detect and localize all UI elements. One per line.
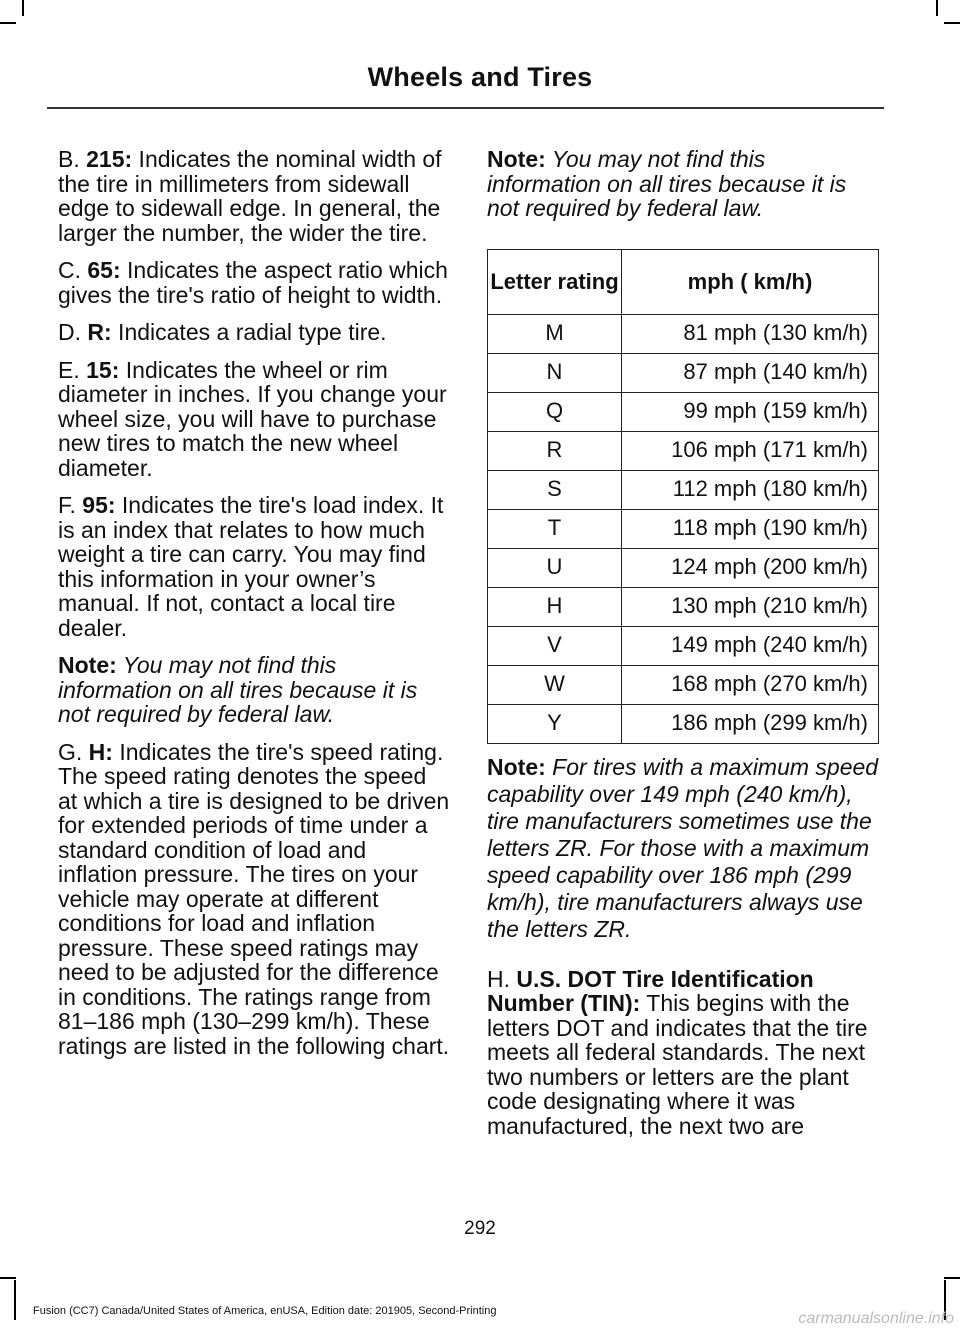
- item-prefix: E.: [58, 356, 80, 383]
- crop-mark: [936, 0, 938, 16]
- letter-cell: M: [488, 314, 622, 353]
- table-row: [488, 392, 879, 431]
- item-prefix: G.: [58, 738, 83, 765]
- table-row: [488, 470, 879, 509]
- speed-cell: 168 mph (270 km/h): [622, 665, 879, 704]
- note-text: You may not find this information on all tires because it is not required by federal law.: [58, 652, 418, 727]
- left-column: [58, 147, 450, 1071]
- note-federal-law: [58, 653, 450, 727]
- crop-mark: [944, 1277, 960, 1279]
- letter-cell: T: [488, 509, 622, 548]
- right-column: [487, 147, 879, 1151]
- speed-cell: 106 mph (171 km/h): [622, 431, 879, 470]
- letter-cell: Q: [488, 392, 622, 431]
- item-prefix: C.: [58, 257, 81, 283]
- column-header-speed: mph ( km/h): [622, 249, 879, 314]
- item-prefix: H.: [487, 965, 510, 992]
- item-text: Indicates the aspect ratio which gives the tire's ratio of height to width.: [58, 257, 448, 308]
- letter-cell: H: [488, 587, 622, 626]
- note-federal-law-top: [487, 147, 879, 221]
- item-label: 95:: [82, 492, 116, 518]
- table-row: [488, 431, 879, 470]
- item-text: Indicates the tire's speed rating. The speed rating denotes the speed at which a tire is designed to be driven for extended periods of time under a standard condition of load and inflation pressure. The tires on your vehicle may operate at different conditions for load and inflation pressure. These speed ratings may need to be adjusted for the difference in conditions. The ratings range from 81–186 mph (130–299 km/h). These ratings are listed in the following chart.: [58, 738, 450, 1059]
- paragraph-h: [487, 967, 879, 1139]
- item-label: H:: [88, 738, 113, 765]
- speed-cell: 118 mph (190 km/h): [622, 509, 879, 548]
- letter-cell: Y: [488, 704, 622, 743]
- table-row: [488, 353, 879, 392]
- note-label: Note:: [58, 652, 117, 678]
- table-row: [488, 665, 879, 704]
- paragraph-g: [58, 740, 450, 1059]
- table-header-row: [488, 249, 879, 314]
- crop-mark: [22, 0, 24, 16]
- item-label: 215:: [86, 146, 133, 172]
- note-label: Note:: [487, 146, 546, 172]
- letter-cell: W: [488, 665, 622, 704]
- speed-cell: 99 mph (159 km/h): [622, 392, 879, 431]
- table-row: [488, 314, 879, 353]
- item-prefix: B.: [58, 146, 80, 172]
- speed-cell: 124 mph (200 km/h): [622, 548, 879, 587]
- note-label: Note:: [487, 753, 546, 780]
- column-header-letter: Letter rating: [488, 249, 622, 314]
- header-divider: [47, 107, 884, 109]
- speed-cell: 87 mph (140 km/h): [622, 353, 879, 392]
- item-text: Indicates the tire's load index. It is an index that relates to how much weight a tire can carry. You may find this information in your owner’s manual. If not, contact a local tire dealer.: [58, 492, 444, 641]
- paragraph-d: [58, 320, 450, 345]
- item-label: R:: [87, 319, 112, 345]
- speed-cell: 186 mph (299 km/h): [622, 704, 879, 743]
- note-text: You may not find this information on all tires because it is not required by federal law.: [487, 146, 847, 221]
- item-text: This begins with the letters DOT and indicates that the tire meets all federal standards. The next two numbers or letters are the plant code designating where it was manufactured, the next two are: [487, 990, 868, 1139]
- item-label: 15:: [86, 356, 120, 383]
- item-text: Indicates a radial type tire.: [111, 319, 387, 345]
- table-row: [488, 587, 879, 626]
- speed-cell: 149 mph (240 km/h): [622, 626, 879, 665]
- table-row: [488, 548, 879, 587]
- footer-edition-info: Fusion (CC7) Canada/United States of America, enUSA, Edition date: 201905, Second-Printing: [33, 1305, 497, 1317]
- item-label: U.S. DOT Tire Identification Number (TIN):: [487, 965, 814, 1016]
- item-label: 65:: [87, 257, 121, 283]
- crop-mark: [0, 1277, 16, 1279]
- letter-cell: U: [488, 548, 622, 587]
- paragraph-c: [58, 258, 450, 307]
- letter-cell: V: [488, 626, 622, 665]
- speed-rating-table: [487, 249, 879, 744]
- letter-cell: R: [488, 431, 622, 470]
- note-text: For tires with a maximum speed capability over 149 mph (240 km/h), tire manufacturers sometimes use the letters ZR. For those with a maximum speed capability over 186 mph (299 km/h), tire manufacturers always use the letters ZR.: [487, 753, 879, 942]
- speed-cell: 112 mph (180 km/h): [622, 470, 879, 509]
- crop-mark: [944, 22, 960, 24]
- table-row: [488, 626, 879, 665]
- item-text: Indicates the nominal width of the tire in millimeters from sidewall edge to sidewall edge. In general, the larger the number, the wider the tire.: [58, 146, 442, 246]
- paragraph-b: [58, 147, 450, 245]
- crop-mark: [0, 22, 16, 24]
- paragraph-e: [58, 358, 450, 481]
- watermark: carmanualsonline.info: [798, 1310, 954, 1327]
- item-prefix: F.: [58, 492, 76, 518]
- paragraph-f: [58, 493, 450, 640]
- item-prefix: D.: [58, 319, 81, 345]
- speed-cell: 81 mph (130 km/h): [622, 314, 879, 353]
- letter-cell: N: [488, 353, 622, 392]
- letter-cell: S: [488, 470, 622, 509]
- note-zr-letters: [487, 754, 879, 943]
- page-number: 292: [464, 1218, 496, 1239]
- item-text: Indicates the wheel or rim diameter in inches. If you change your wheel size, you will have to purchase new tires to match the new wheel diameter.: [58, 356, 447, 481]
- speed-cell: 130 mph (210 km/h): [622, 587, 879, 626]
- crop-mark: [14, 1280, 16, 1320]
- page-title: Wheels and Tires: [367, 62, 593, 92]
- table-row: [488, 704, 879, 743]
- table-row: [488, 509, 879, 548]
